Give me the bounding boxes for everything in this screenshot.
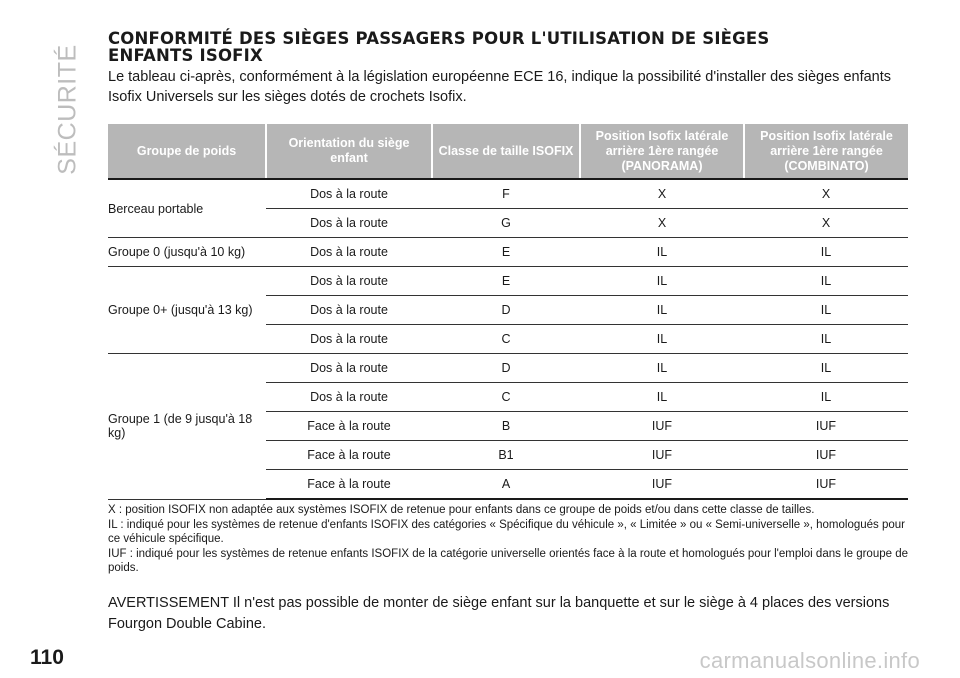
header-weight-group: Groupe de poids <box>108 124 266 179</box>
cell-panorama: IUF <box>580 470 744 500</box>
cell-size-class: D <box>432 354 580 383</box>
table-row <box>108 354 908 383</box>
header-orientation: Orientation du siège enfant <box>266 124 432 179</box>
warning-paragraph: AVERTISSEMENT Il n'est pas possible de monter de siège enfant sur la banquette et sur le siège à 4 places des versions Fourgon Double Cabine. <box>108 594 890 632</box>
cell-size-class: C <box>432 325 580 354</box>
table-notes <box>108 503 908 576</box>
cell-combinato: IL <box>744 267 908 296</box>
table-row <box>108 267 908 296</box>
cell-panorama: X <box>580 209 744 238</box>
cell-size-class: C <box>432 383 580 412</box>
cell-panorama: IL <box>580 325 744 354</box>
cell-panorama: IL <box>580 267 744 296</box>
group-label: Groupe 0+ (jusqu'à 13 kg) <box>108 267 266 354</box>
group-label: Groupe 0 (jusqu'à 10 kg) <box>108 238 266 267</box>
cell-combinato: IL <box>744 325 908 354</box>
section-side-label-text: SÉCURITÉ <box>53 44 82 175</box>
cell-orientation: Dos à la route <box>266 296 432 325</box>
cell-panorama: IUF <box>580 412 744 441</box>
cell-panorama: X <box>580 179 744 209</box>
header-size-class: Classe de taille ISOFIX <box>432 124 580 179</box>
cell-orientation: Dos à la route <box>266 267 432 296</box>
cell-orientation: Dos à la route <box>266 354 432 383</box>
cell-panorama: IL <box>580 238 744 267</box>
cell-orientation: Dos à la route <box>266 238 432 267</box>
cell-size-class: E <box>432 267 580 296</box>
cell-size-class: G <box>432 209 580 238</box>
cell-combinato: X <box>744 209 908 238</box>
cell-panorama: IL <box>580 296 744 325</box>
isofix-table <box>108 124 908 500</box>
cell-combinato: IL <box>744 296 908 325</box>
group-label: Groupe 1 (de 9 jusqu'à 18 kg) <box>108 354 266 500</box>
cell-size-class: B1 <box>432 441 580 470</box>
cell-orientation: Dos à la route <box>266 209 432 238</box>
cell-orientation: Dos à la route <box>266 325 432 354</box>
cell-size-class: E <box>432 238 580 267</box>
intro-paragraph: Le tableau ci-après, conformément à la législation européenne ECE 16, indique la possibilité d'installer des sièges enfants Isofix Universels sur les sièges dotés de crochets Isofix. <box>108 69 892 105</box>
cell-orientation: Dos à la route <box>266 383 432 412</box>
table-header-row <box>108 124 908 179</box>
cell-combinato: IL <box>744 383 908 412</box>
table-row <box>108 179 908 209</box>
page-title-line1: CONFORMITÉ DES SIÈGES PASSAGERS POUR L'UTILISATION DE SIÈGES <box>108 29 770 48</box>
header-panorama: Position Isofix latérale arrière 1ère rangée (PANORAMA) <box>580 124 744 179</box>
cell-panorama: IL <box>580 383 744 412</box>
page-title-line2: ENFANTS ISOFIX <box>108 46 263 65</box>
cell-combinato: IL <box>744 238 908 267</box>
cell-combinato: IUF <box>744 441 908 470</box>
cell-panorama: IL <box>580 354 744 383</box>
cell-panorama: IUF <box>580 441 744 470</box>
watermark-text: carmanualsonline.info <box>699 648 920 673</box>
header-combinato: Position Isofix latérale arrière 1ère rangée (COMBINATO) <box>744 124 908 179</box>
page-title <box>108 30 908 64</box>
page-number: 110 <box>30 646 64 669</box>
cell-combinato: X <box>744 179 908 209</box>
cell-size-class: B <box>432 412 580 441</box>
cell-orientation: Face à la route <box>266 412 432 441</box>
note-x: X : position ISOFIX non adaptée aux systèmes ISOFIX de retenue pour enfants dans ce groupe de poids et/ou dans cette classe de tailles. <box>108 504 815 516</box>
note-il: IL : indiqué pour les systèmes de retenue d'enfants ISOFIX des catégories « Spécifique du véhicule », « Limitée » ou « Semi-universelle », homologués pour ce véhicule spécifique. <box>108 518 906 545</box>
note-iuf: IUF : indiqué pour les systèmes de retenue enfants ISOFIX de la catégorie universelle orientés face à la route et homologués pour l'emploi dans le groupe de poids. <box>108 547 908 574</box>
cell-size-class: F <box>432 179 580 209</box>
page-content <box>108 30 908 649</box>
cell-size-class: D <box>432 296 580 325</box>
group-label: Berceau portable <box>108 179 266 238</box>
cell-orientation: Face à la route <box>266 470 432 500</box>
cell-orientation: Dos à la route <box>266 179 432 209</box>
section-side-label <box>38 40 98 175</box>
cell-combinato: IUF <box>744 470 908 500</box>
cell-orientation: Face à la route <box>266 441 432 470</box>
cell-combinato: IL <box>744 354 908 383</box>
cell-combinato: IUF <box>744 412 908 441</box>
table-row <box>108 238 908 267</box>
cell-size-class: A <box>432 470 580 500</box>
